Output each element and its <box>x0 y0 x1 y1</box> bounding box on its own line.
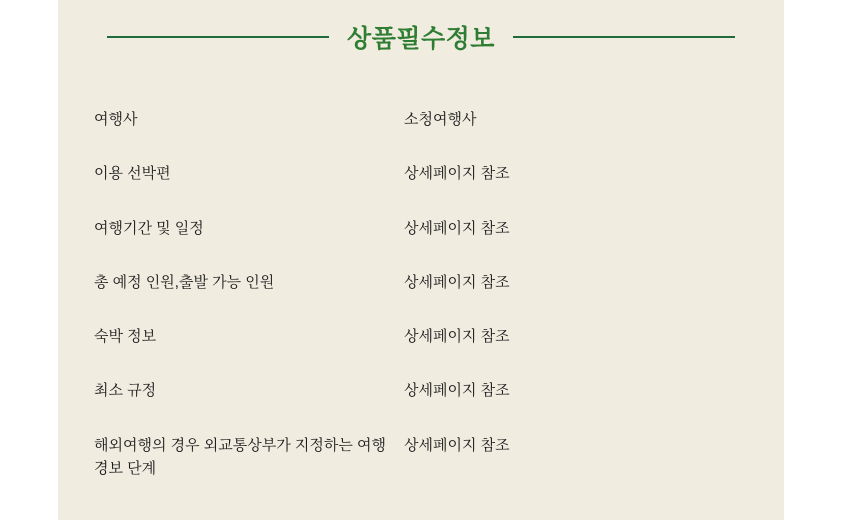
table-row <box>94 162 694 185</box>
row-value: 상세페이지 참조 <box>404 273 510 291</box>
header-rule-left <box>107 36 329 38</box>
row-label: 최소 규정 <box>94 382 157 400</box>
row-label: 숙박 정보 <box>94 328 157 345</box>
row-value: 상세페이지 참조 <box>404 382 510 400</box>
row-value: 상세페이지 참조 <box>404 165 510 183</box>
row-label: 총 예정 인원,출발 가능 인원 <box>94 273 275 291</box>
row-label: 여행기간 및 일정 <box>94 219 204 237</box>
row-value: 상세페이지 참조 <box>404 328 510 345</box>
page-title: 상품필수정보 <box>347 25 495 53</box>
table-row <box>94 379 694 402</box>
row-value: 상세페이지 참조 <box>404 219 510 237</box>
table-row <box>94 434 694 481</box>
row-label: 해외여행의 경우 외교통상부가 지정하는 여행 경보 단계 <box>94 436 386 477</box>
table-row <box>94 217 694 240</box>
header-rule-right <box>513 36 735 38</box>
table-row <box>94 325 694 348</box>
row-value: 상세페이지 참조 <box>404 436 510 454</box>
table-row <box>94 271 694 294</box>
section-header <box>58 18 784 56</box>
table-row <box>94 108 694 131</box>
row-label: 이용 선박편 <box>94 165 171 183</box>
info-table <box>94 108 694 480</box>
row-value: 소청여행사 <box>404 111 477 128</box>
row-label: 여행사 <box>94 111 138 128</box>
